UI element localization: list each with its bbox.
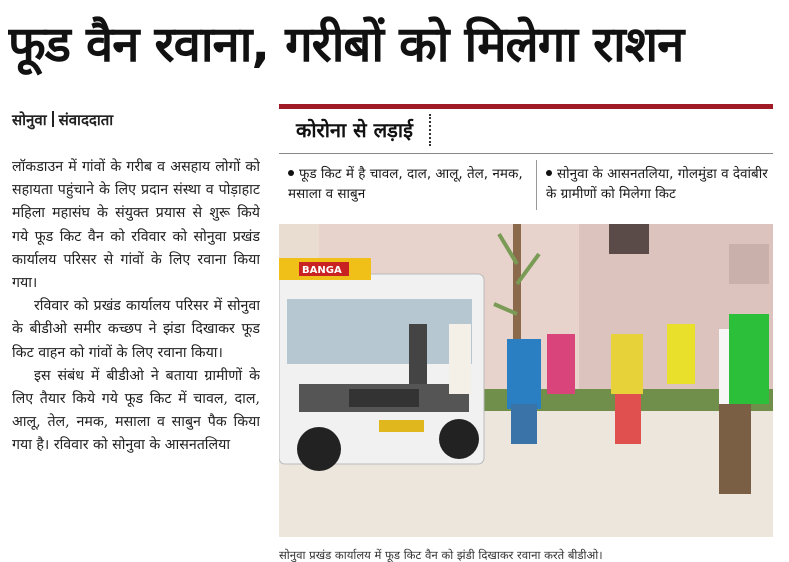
bullet-point-2 xyxy=(546,164,778,204)
paragraph-1: लॉकडाउन में गांवों के गरीब व असहाय लोगों को सहायता पहुंचाने के लिए प्रदान संस्था व पोड़ाहाट महिला महासंघ के संयुक्त प्रयास से शुरू किये गये फूड किट वैन को रविवार को सोनुवा प्रखंड कार्यालय परिसर से गांवों के लिए रवाना किया गया। xyxy=(12,159,260,292)
photo-illustration xyxy=(279,224,773,537)
photo-caption: सोनुवा प्रखंड कार्यालय में फूड किट वैन को झंडी दिखाकर रवाना करते बीडीओ। xyxy=(279,548,603,562)
headline: फूड वैन रवाना, गरीबों को मिलेगा राशन xyxy=(8,16,684,73)
byline xyxy=(12,110,113,130)
section-top-rule xyxy=(279,104,773,109)
paragraph-2: रविवार को प्रखंड कार्यालय परिसर में सोनुवा के बीडीओ समीर कच्छप ने झंडा दिखाकर फूड किट वाहन को गांवों के लिए रवाना किया। xyxy=(12,298,260,361)
section-divider xyxy=(279,153,773,154)
section-tag: कोरोना से लड़ाई xyxy=(286,114,431,146)
news-photo xyxy=(279,224,773,537)
bullet-divider xyxy=(536,160,537,210)
byline-role: संवाददाता xyxy=(58,111,114,129)
article-body xyxy=(12,156,260,562)
bullet-text-2: सोनुवा के आसनतलिया, गोलमुंडा व देवांबीर के ग्रामीणों को मिलेगा किट xyxy=(546,166,768,202)
van-sign-text: BANGA xyxy=(302,265,342,276)
bullet-point-1 xyxy=(288,164,528,204)
bullet-dot-icon xyxy=(546,170,552,176)
bullet-text-1: फूड किट में है चावल, दाल, आलू, तेल, नमक, मसाला व साबुन xyxy=(288,166,523,202)
paragraph-3: इस संबंध में बीडीओ ने बताया ग्रामीणों के लिए तैयार किये गये फूड किट में चावल, दाल, आलू, तेल, नमक, मसाला व साबुन पैक किया गया है। रविवार को सोनुवा के आसनतलिया xyxy=(12,367,260,454)
byline-place: सोनुवा xyxy=(12,111,47,129)
bullet-dot-icon xyxy=(288,170,294,176)
byline-divider xyxy=(52,111,54,127)
